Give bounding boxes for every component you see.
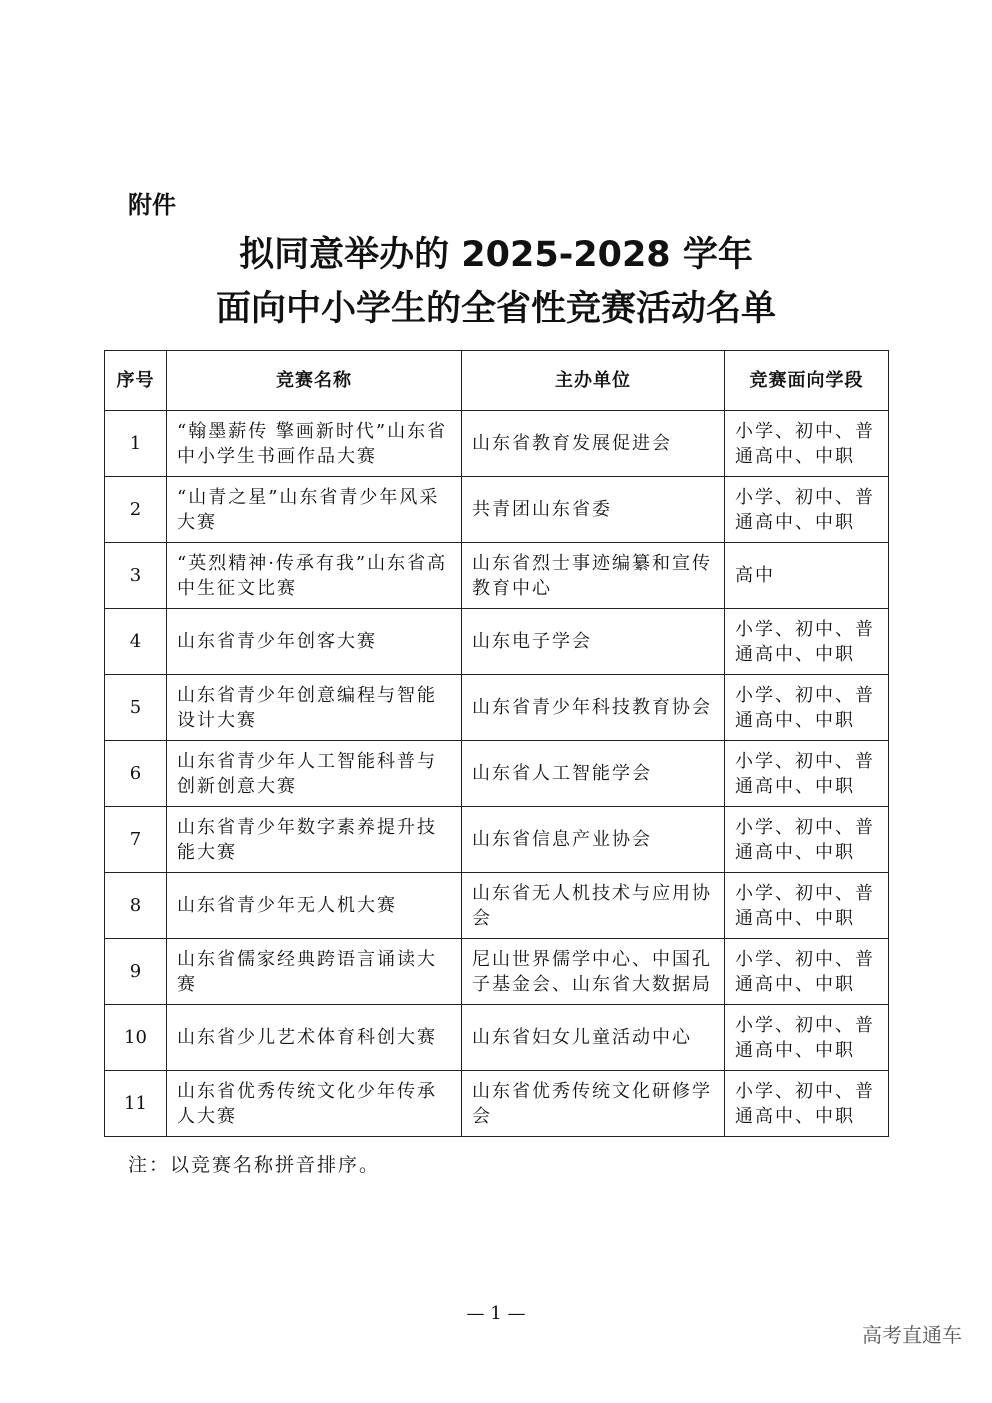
- competition-name: 山东省青少年人工智能科普与创新创意大赛: [167, 741, 462, 807]
- table-row: [105, 873, 889, 939]
- competition-name: “英烈精神·传承有我”山东省高中生征文比赛: [167, 543, 462, 609]
- table-body: [105, 411, 889, 1137]
- table-row: [105, 609, 889, 675]
- title-line-2: 面向中小学生的全省性竞赛活动名单: [215, 289, 776, 329]
- target-stage: 小学、初中、普通高中、中职: [725, 1005, 889, 1071]
- target-stage: 小学、初中、普通高中、中职: [725, 675, 889, 741]
- table-row: [105, 741, 889, 807]
- header-organizer: 主办单位: [462, 351, 725, 411]
- target-stage: 小学、初中、普通高中、中职: [725, 609, 889, 675]
- organizer: 尼山世界儒学中心、中国孔子基金会、山东省大数据局: [462, 939, 725, 1005]
- organizer: 山东电子学会: [462, 609, 725, 675]
- table-row: [105, 1071, 889, 1137]
- row-number: 3: [105, 543, 167, 609]
- row-number: 9: [105, 939, 167, 1005]
- attachment-label: 附件: [128, 191, 176, 219]
- target-stage: 小学、初中、普通高中、中职: [725, 1071, 889, 1137]
- table-row: [105, 411, 889, 477]
- row-number: 6: [105, 741, 167, 807]
- page-number: — 1 —: [466, 1303, 526, 1324]
- title-line-1: 拟同意举办的 2025-2028 学年: [239, 235, 753, 275]
- header-name: 竞赛名称: [167, 351, 462, 411]
- row-number: 5: [105, 675, 167, 741]
- competition-name: 山东省优秀传统文化少年传承人大赛: [167, 1071, 462, 1137]
- competition-name: 山东省青少年创客大赛: [167, 609, 462, 675]
- organizer: 山东省烈士事迹编纂和宣传教育中心: [462, 543, 725, 609]
- table-row: [105, 939, 889, 1005]
- competition-name: “山青之星”山东省青少年风采大赛: [167, 477, 462, 543]
- table-row: [105, 477, 889, 543]
- row-number: 7: [105, 807, 167, 873]
- target-stage: 小学、初中、普通高中、中职: [725, 873, 889, 939]
- table-row: [105, 675, 889, 741]
- target-stage: 小学、初中、普通高中、中职: [725, 807, 889, 873]
- table-row: [105, 1005, 889, 1071]
- document-title: [0, 228, 992, 336]
- row-number: 2: [105, 477, 167, 543]
- row-number: 10: [105, 1005, 167, 1071]
- organizer: 山东省青少年科技教育协会: [462, 675, 725, 741]
- competition-name: 山东省儒家经典跨语言诵读大赛: [167, 939, 462, 1005]
- organizer: 山东省优秀传统文化研修学会: [462, 1071, 725, 1137]
- competition-name: 山东省少儿艺术体育科创大赛: [167, 1005, 462, 1071]
- competition-name: “翰墨薪传 擎画新时代”山东省中小学生书画作品大赛: [167, 411, 462, 477]
- header-stage: 竞赛面向学段: [725, 351, 889, 411]
- row-number: 1: [105, 411, 167, 477]
- competition-name: 山东省青少年创意编程与智能设计大赛: [167, 675, 462, 741]
- watermark: 高考直通车: [862, 1323, 962, 1347]
- row-number: 11: [105, 1071, 167, 1137]
- target-stage: 小学、初中、普通高中、中职: [725, 411, 889, 477]
- header-no: 序号: [105, 351, 167, 411]
- target-stage: 小学、初中、普通高中、中职: [725, 477, 889, 543]
- table-header-row: [105, 351, 889, 411]
- target-stage: 小学、初中、普通高中、中职: [725, 741, 889, 807]
- organizer: 山东省无人机技术与应用协会: [462, 873, 725, 939]
- organizer: 山东省教育发展促进会: [462, 411, 725, 477]
- competition-name: 山东省青少年无人机大赛: [167, 873, 462, 939]
- table-row: [105, 543, 889, 609]
- organizer: 山东省信息产业协会: [462, 807, 725, 873]
- organizer: 共青团山东省委: [462, 477, 725, 543]
- organizer: 山东省人工智能学会: [462, 741, 725, 807]
- table-row: [105, 807, 889, 873]
- target-stage: 小学、初中、普通高中、中职: [725, 939, 889, 1005]
- target-stage: 高中: [725, 543, 889, 609]
- row-number: 8: [105, 873, 167, 939]
- competition-table: [104, 350, 889, 1137]
- competition-name: 山东省青少年数字素养提升技能大赛: [167, 807, 462, 873]
- row-number: 4: [105, 609, 167, 675]
- footnote: 注：以竞赛名称拼音排序。: [128, 1154, 381, 1176]
- organizer: 山东省妇女儿童活动中心: [462, 1005, 725, 1071]
